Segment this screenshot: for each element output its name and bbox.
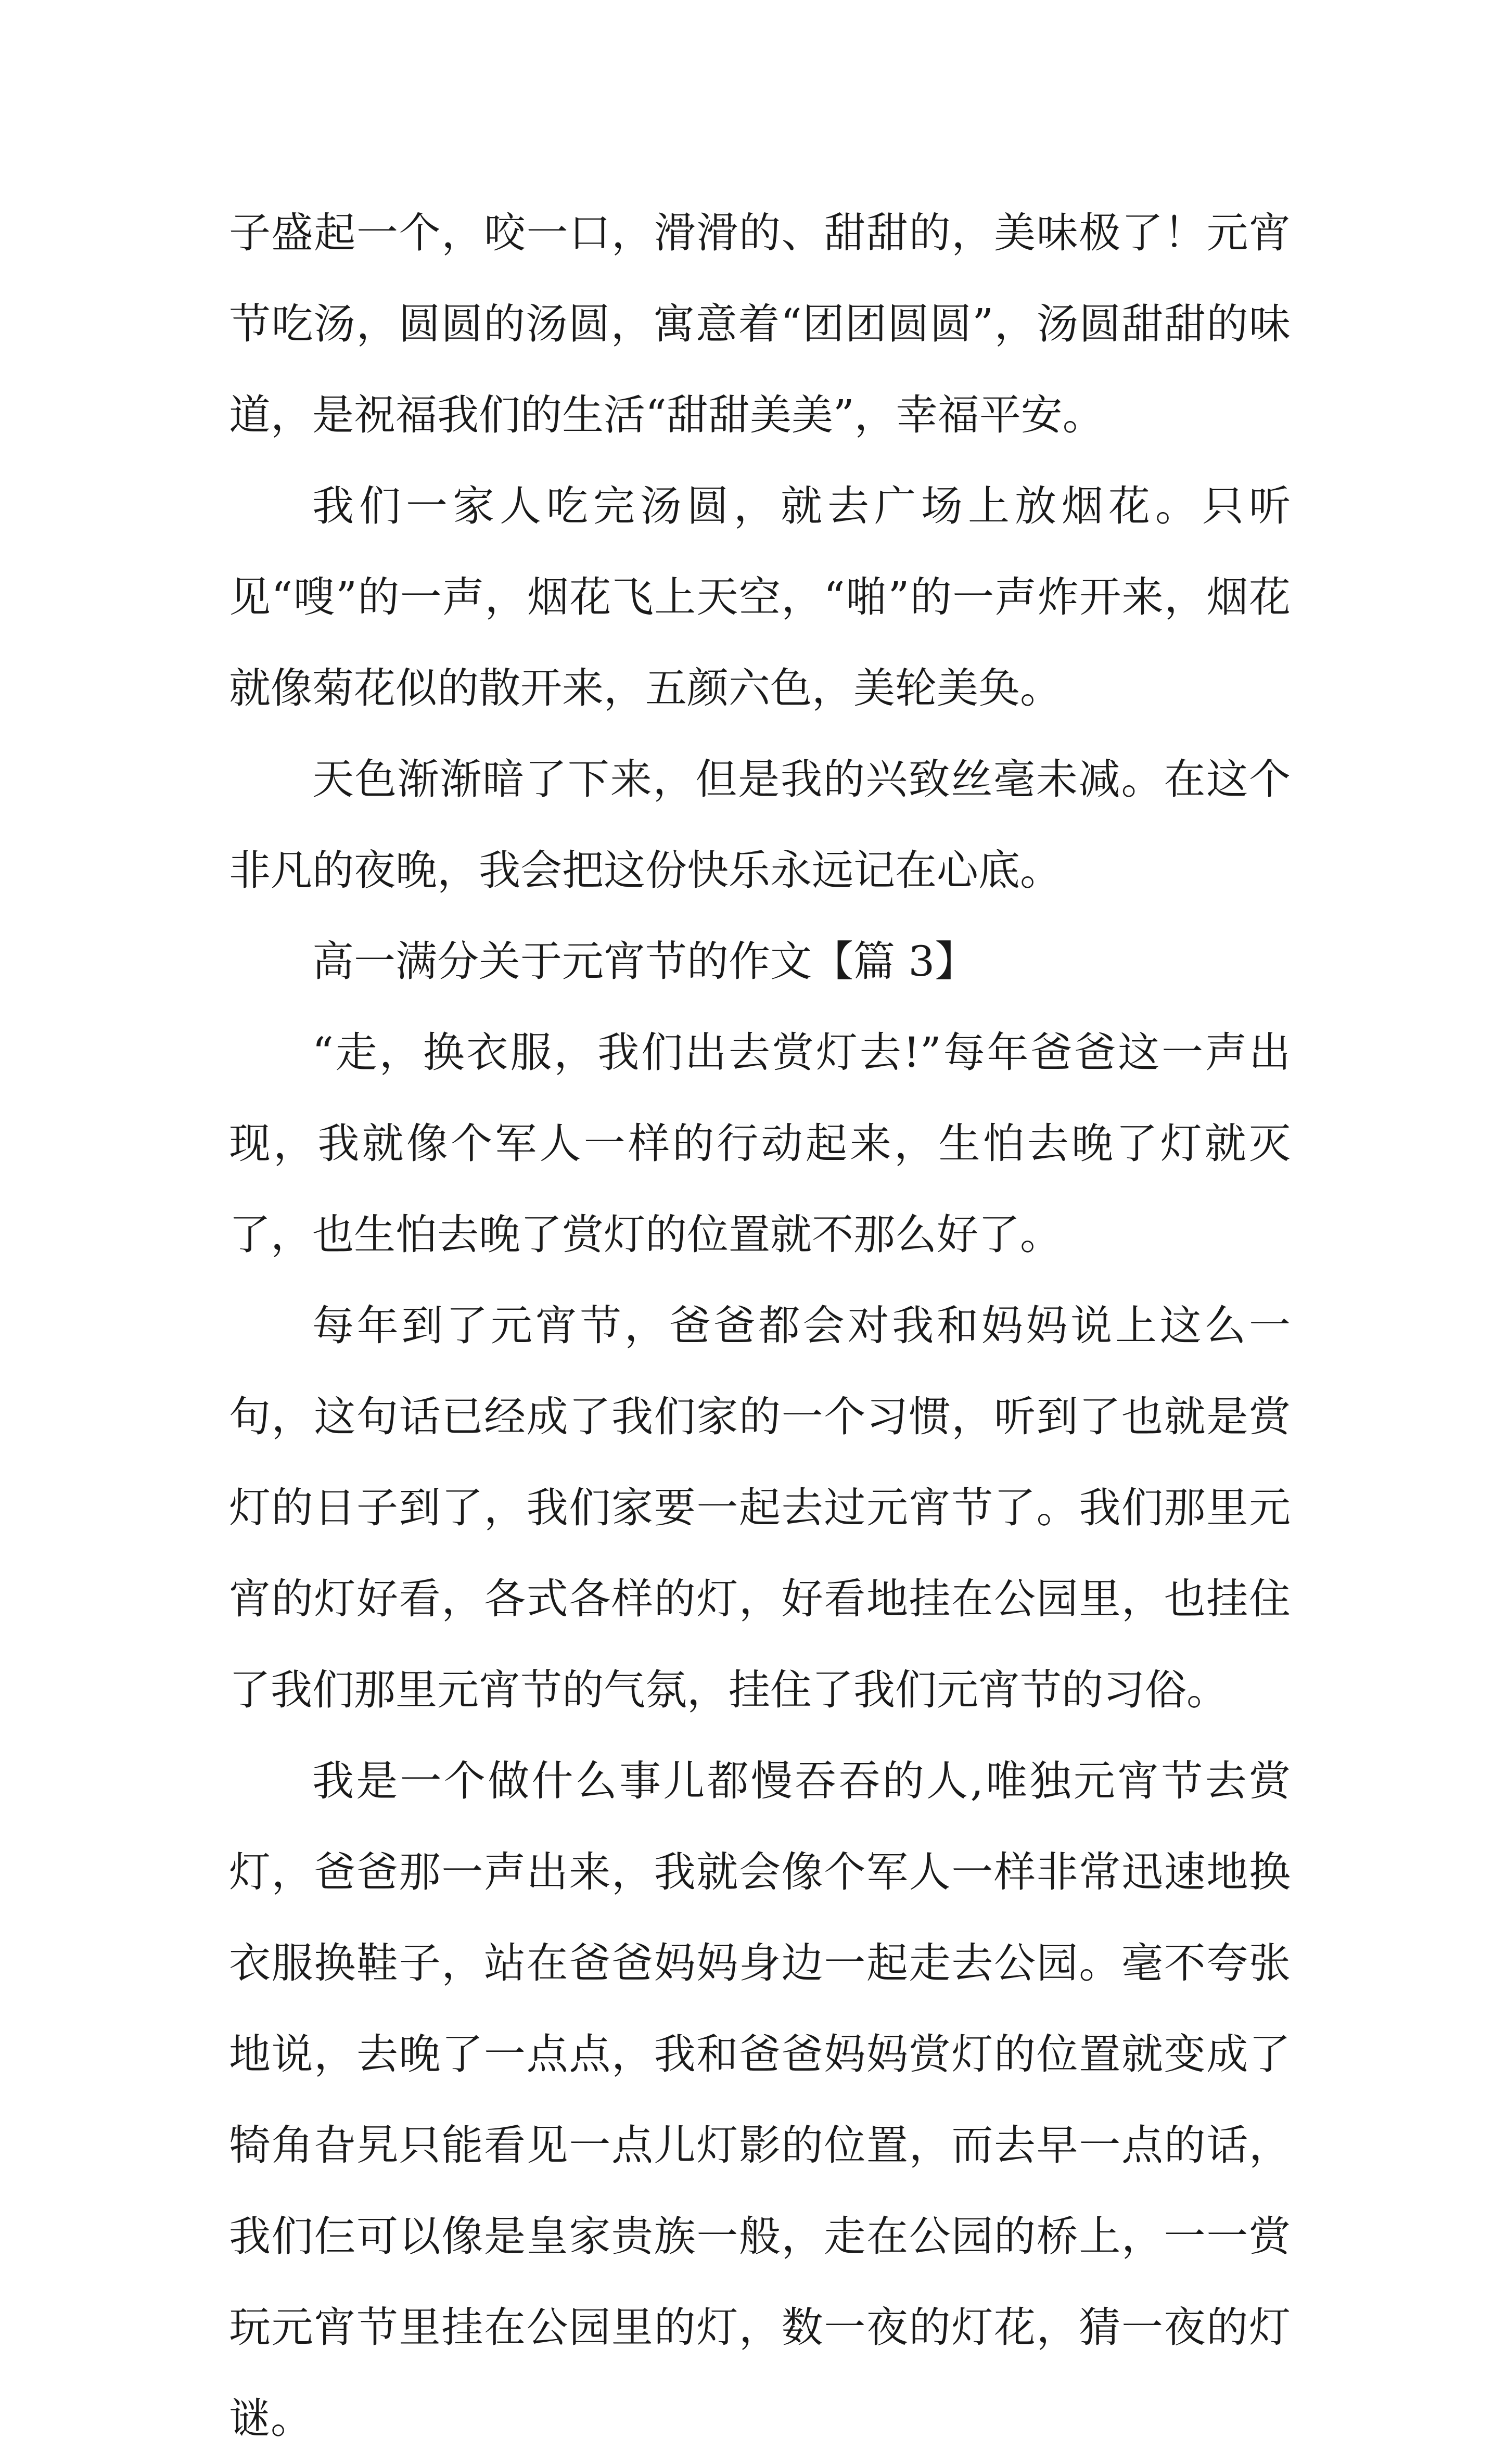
paragraph-lantern-call: “走，换衣服，我们出去赏灯去!”每年爸爸这一声出现，我就像个军人一样的行动起来，生怕去晚了灯就灭了，也生怕去晚了赏灯的位置就不那么好了。 <box>229 1028 1291 1259</box>
paragraph-lantern-custom: 每年到了元宵节，爸爸都会对我和妈妈说上这么一句，这句话已经成了我们家的一个习惯，听到了也就是赏灯的日子到了，我们家要一起去过元宵节了。我们那里元宵的灯好看，各式各样的灯，好看地挂在公园里，也挂住了我们那里元宵节的气氛，挂住了我们元宵节的习俗。 <box>229 1301 1291 1714</box>
section-heading: 高一满分关于元宵节的作文【篇 3】 <box>312 937 977 986</box>
paragraph-night: 天色渐渐暗了下来，但是我的兴致丝毫未减。在这个非凡的夜晚，我会把这份快乐永远记在心底。 <box>229 755 1291 895</box>
document-body <box>229 187 1291 2464</box>
paragraph-continuation: 子盛起一个，咬一口，滑滑的、甜甜的，美味极了！元宵节吃汤，圆圆的汤圆，寓意着“团团圆圆”，汤圆甜甜的味道，是祝福我们的生活“甜甜美美”，幸福平安。 <box>229 209 1291 439</box>
paragraph-lantern-park: 我是一个做什么事儿都慢吞吞的人,唯独元宵节去赏灯，爸爸那一声出来，我就会像个军人一样非常迅速地换衣服换鞋子，站在爸爸妈妈身边一起走去公园。毫不夸张地说，去晚了一点点，我和爸爸妈妈赏灯的位置就变成了犄角旮旯只能看见一点儿灯影的位置，而去早一点的话，我们仨可以像是皇家贵族一般，走在公园的桥上，一一赏玩元宵节里挂在公园里的灯，数一夜的灯花，猜一夜的灯谜。 <box>229 1757 1291 2443</box>
paragraph-fireworks: 我们一家人吃完汤圆，就去广场上放烟花。只听见“嗖”的一声，烟花飞上天空，“啪”的一声炸开来，烟花就像菊花似的散开来，五颜六色，美轮美奂。 <box>229 482 1291 712</box>
